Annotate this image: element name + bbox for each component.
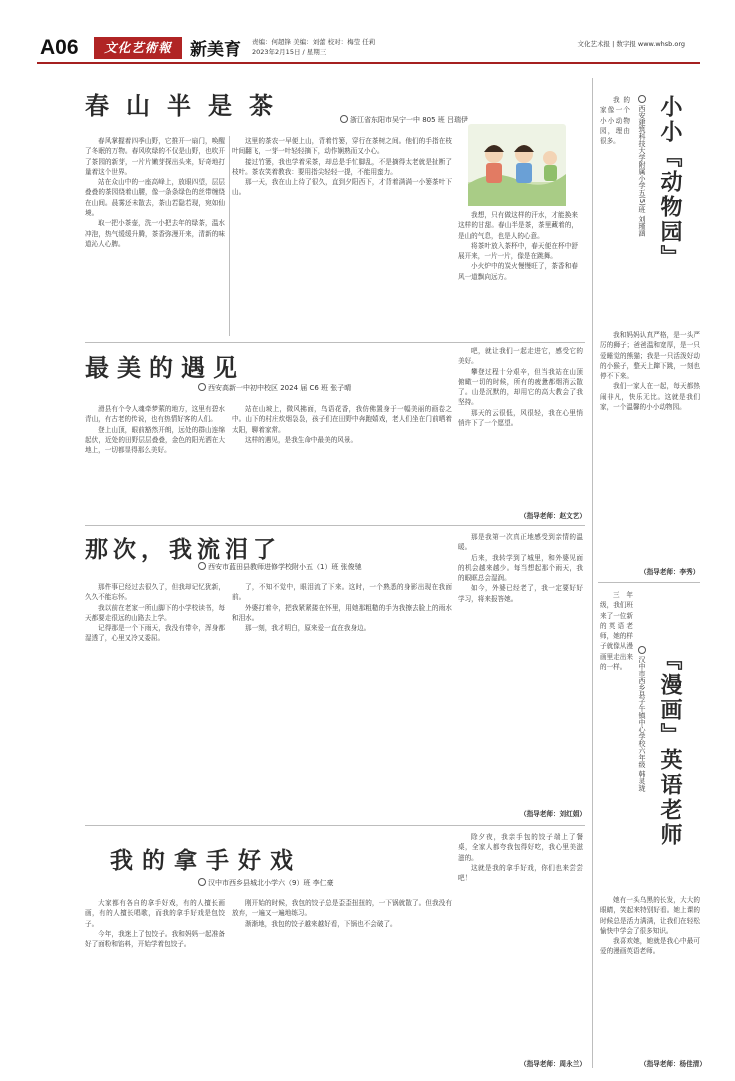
- advisor-credit: （指导老师：赵文艺）: [520, 512, 586, 520]
- article-title: 我的拿手好戏: [110, 847, 302, 874]
- paper-logo: 文化艺術報: [94, 37, 182, 59]
- advisor-credit: （指导老师：刘红娟）: [520, 810, 586, 818]
- section-title: 新美育: [190, 40, 241, 59]
- article-illustration: [468, 124, 566, 206]
- article-title: 那次，我流泪了: [85, 536, 281, 563]
- sidebar-story-title: 『漫画』英语老师: [657, 648, 683, 848]
- sidebar-story-byline: 西安建筑科技大学附属小学五(5)班 刘瑾涵: [637, 95, 646, 325]
- advisor-credit: （指导老师：李秀）: [640, 568, 700, 576]
- sidebar-divider: [592, 78, 593, 1068]
- column-divider: [229, 136, 230, 336]
- article-column: 我想，只有做这样的汗水，才能换来这样的甘甜。春山半是茶，茶里藏着的，是山的气息，也是人的心意。 将茶叶放入茶杯中，春天便在杯中舒展开来，一片一片，像是在跳舞。 小火炉中的炭火慢慢旺了，茶香和春风一道飘向远方。: [458, 211, 578, 281]
- article-column: 滑县有个令人魂牵梦萦的地方，这里有碧水青山，有古老的传说，也有热情好客的人们。 登上山顶，眼前豁然开朗，远处的群山连绵起伏，近处的田野层层叠叠，金色的阳光洒在大地上，一切都显得那么美好。: [85, 405, 225, 455]
- article-column: 大家都有各自的拿手好戏，有的人擅长画画，有的人擅长唱歌，而我的拿手好戏是包饺子。 今年，我迷上了包饺子。我和妈妈一起准备好了面粉和馅料，开始学着包饺子。: [85, 899, 225, 949]
- circle-icon: [198, 562, 206, 570]
- article-column: 那是我第一次真正地感受到亲情的温暖。 后来，我转学到了城里，和外婆见面的机会越来越少。每当想起那个雨天，我的眼眶总会湿润。 如今，外婆已经老了，我一定要好好学习，将来报答她。: [458, 533, 583, 603]
- sidebar-column: 我和妈妈认真严格，是一头严厉的狮子；爸爸温和宽厚，是一只爱睡觉的熊猫；我是一只活泼好动的小猴子，整天上蹿下跳，一刻也停不下来。 我们一家人在一起，每天都热闹非凡，快乐无比。这就是我们家，一个温馨的小小动物园。: [600, 331, 700, 412]
- article-column: 站在山坡上，微风拂面，鸟语花香，我仿佛置身于一幅美丽的画卷之中。山下的村庄炊烟袅袅，孩子们在田野中奔跑嬉戏，老人们坐在门前晒着太阳，聊着家常。 这样的遇见，是我生命中最美的风景。: [232, 405, 452, 444]
- circle-icon: [638, 95, 646, 103]
- article-byline: 浙江省东阳市吴宁一中 805 班 吕瑞伊: [340, 115, 468, 125]
- article-byline: 汉中市西乡县城北小学六（9）班 李仁豪: [198, 878, 334, 888]
- page-number: A06: [40, 36, 79, 59]
- masthead-right: 文化艺术报 | 数字报 www.whsb.org: [577, 40, 685, 48]
- circle-icon: [638, 646, 646, 654]
- article-title: 春山半是茶: [85, 91, 290, 120]
- advisor-credit: （指导老师：杨佳清）: [640, 1060, 706, 1068]
- sidebar-column: 她有一头乌黑的长发，大大的眼睛，笑起来特别好看。她上课的时候总是活力满满，让我们在轻松愉快中学会了很多知识。 我喜欢她，她就是我心中最可爱的漫画英语老师。: [600, 896, 700, 956]
- publication-date: 2023年2月15日 / 星期三: [252, 48, 327, 56]
- sidebar-story-byline: 汉中市西乡县子午镇中心学校六年级 韩灵珑: [637, 646, 646, 886]
- article-column: 春风掌握着四季山野，它推开一扇门，唤醒了冬眠的万物。春风吹绿的不仅是山野，也吹开了茶园的新芽，一片片嫩芽探出头来，好奇地打量着这个世界。 站在众山中的一座高峰上，放眼四望，层层叠叠的茶园绕着山腰，像一条条绿色的丝带缠绕在山间。晨雾还未散去，茶山若隐若现，宛如仙境。 取一把小茶壶，洗一小把去年的绿茶，温水冲泡，热气缓缓升腾，茶香弥漫开来，清新的味道沁人心脾。: [85, 137, 225, 248]
- children-illustration: [468, 124, 566, 206]
- article-byline: 西安高新一中初中校区 2024 届 C6 班 张子晴: [198, 383, 351, 393]
- advisor-credit: （指导老师：周永兰）: [520, 1060, 586, 1068]
- section-divider: [85, 525, 585, 526]
- article-column: 刚开始的时候，我包的饺子总是歪歪扭扭的，一下锅就散了。但我没有放弃，一遍又一遍地练习。 渐渐地，我包的饺子越来越好看，下锅也不会破了。: [232, 899, 452, 928]
- sidebar-column: 三年级，我们班来了一位新的英语老师，她的样子就像从漫画里走出来的一样。: [600, 591, 633, 672]
- section-divider: [85, 825, 585, 826]
- circle-icon: [340, 115, 348, 123]
- sidebar-story-title: 小小『动物园』: [657, 95, 683, 270]
- article-column: 吧，就让我们一起走进它，感受它的美好。 攀登过程十分艰辛，但当我站在山顶俯瞰一切的时候，所有的疲惫都烟消云散了。山是沉默的，却用它的高大教会了我坚持。 那天的云很低，风很轻，我在心里悄悄许下了一个愿望。: [458, 347, 583, 428]
- circle-icon: [198, 878, 206, 886]
- article-column: 除夕夜，我亲手包的饺子端上了餐桌，全家人都夸我包得好吃，我心里美滋滋的。 这就是我的拿手好戏，你们也来尝尝吧！: [458, 833, 583, 883]
- article-column: 那件事已经过去很久了，但我却记忆犹新，久久不能忘怀。 我以前在老家一所山脚下的小学校读书，每天都要走很远的山路去上学。 记得那是一个下雨天，我没有带伞，浑身都湿透了，心里又冷又委屈。: [85, 583, 225, 643]
- article-column: 这里的茶农一早便上山，背着竹篓，穿行在茶树之间。他们的手指在枝叶间翻飞，一芽一叶轻轻摘下，动作娴熟而又小心。 接过竹篓，我也学着采茶，却总是手忙脚乱，不是摘得太老就是扯断了枝叶。茶农笑着教我：要用指尖轻轻一提，不能用蛮力。 那一天，我在山上待了很久，直到夕阳西下，才背着满满一小篓茶叶下山。: [232, 137, 452, 197]
- section-divider: [85, 342, 585, 343]
- sidebar-column: 我的家像一个小小动物园，理由很多。: [600, 96, 630, 146]
- section-divider: [598, 582, 700, 583]
- editors-line: 责编：何超锋 美编：刘蕾 校对：梅莹 任莉: [252, 38, 376, 46]
- circle-icon: [198, 383, 206, 391]
- masthead: [0, 0, 735, 66]
- article-title: 最美的遇见: [85, 353, 245, 382]
- article-byline: 西安市蓝田县教师进修学校附小五（1）班 张俊驰: [198, 562, 362, 572]
- masthead-rule: [37, 62, 700, 64]
- article-column: 了，不知不觉中，眼泪流了下来。这时，一个熟悉的身影出现在我面前。 外婆打着伞，把我紧紧搂在怀里，用她那粗糙的手为我擦去脸上的雨水和泪水。 那一刻，我才明白，原来爱一直在我身边。: [232, 583, 452, 633]
